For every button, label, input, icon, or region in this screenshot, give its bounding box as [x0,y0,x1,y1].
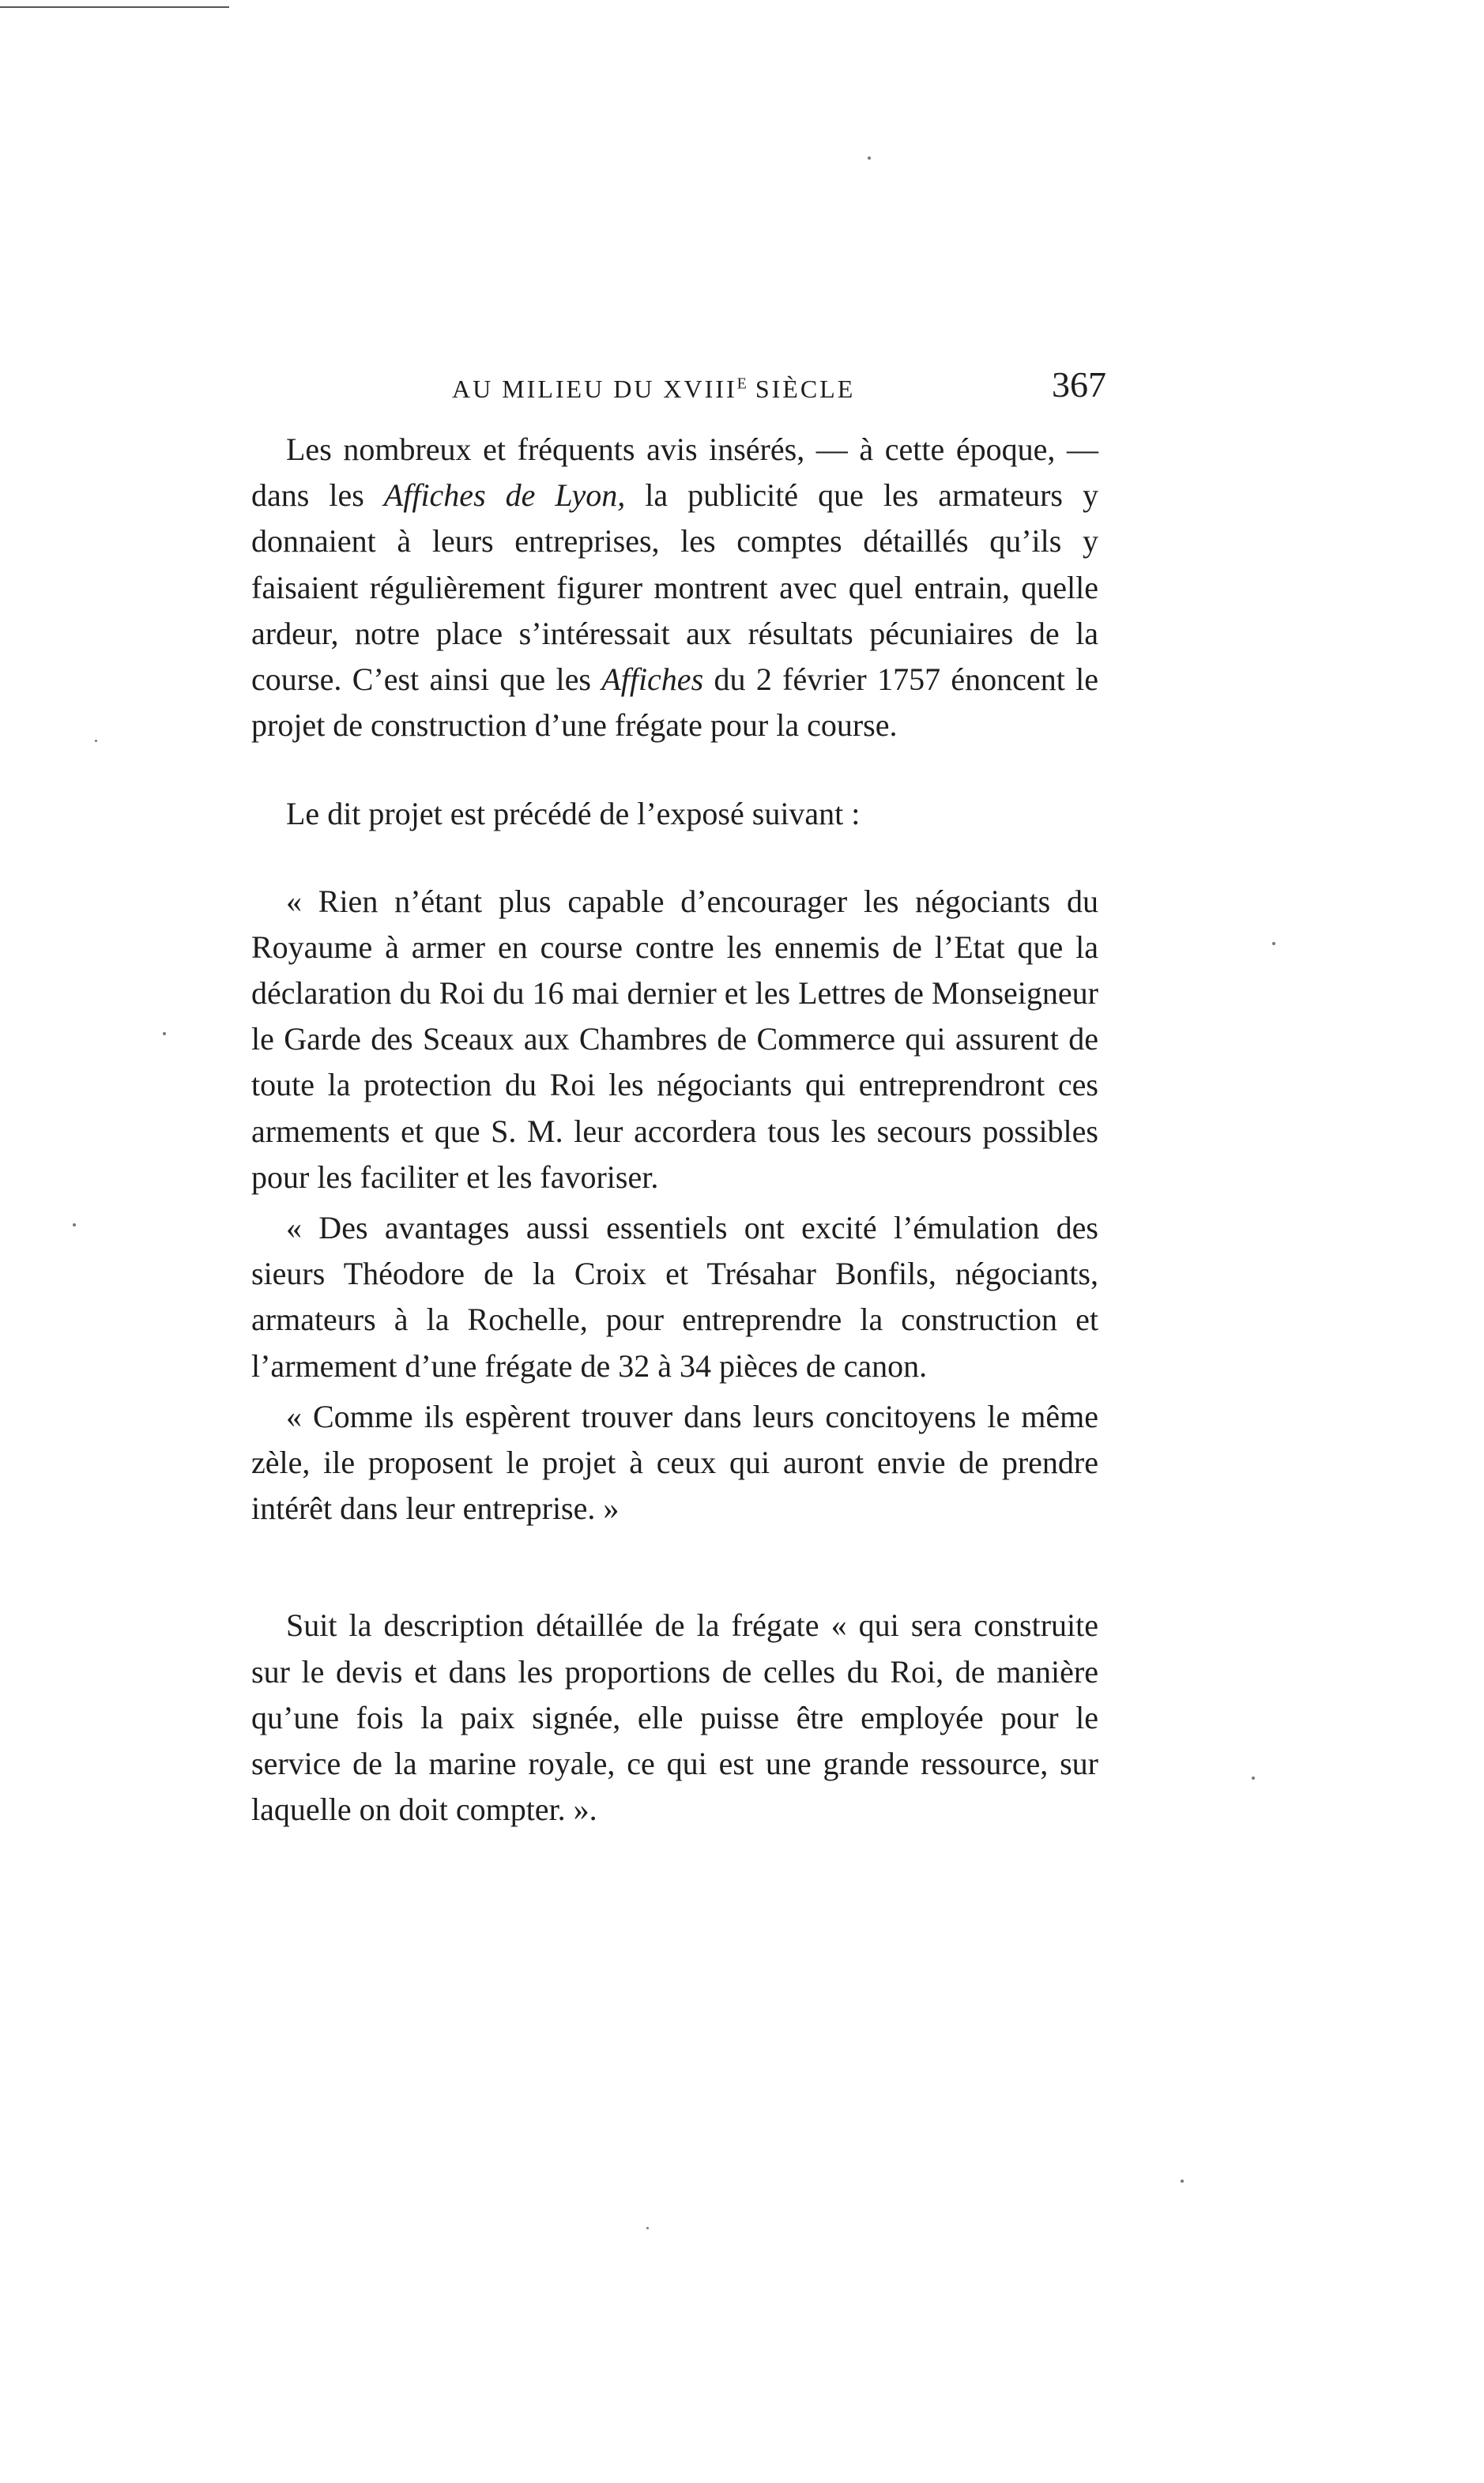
paragraph-intro: Les nombreux et fréquents avis insérés, — à cette époque, — dans les Affiches de Lyon, la publicité que les armateurs y donnaient à leurs entreprises, les comptes détaillés qu’ils y faisaient régulièrement figurer montrent avec quel entrain, quelle ardeur, notre place s’intéressait aux résultats pécuniaires de la course. C’est ainsi que les Affiches du 2 février 1757 énoncent le projet de construction d’une frégate pour la course. [251,431,1099,744]
scan-speck [163,1032,166,1035]
scan-speck [646,2227,649,2229]
italic-title-affiches: Affiches [601,661,704,698]
scan-speck [95,740,97,742]
scan-speck [73,1223,76,1226]
scan-speck [1181,2180,1184,2183]
body-text [251,427,1098,1833]
paragraph-description: Suit la description détaillée de la frégate « qui sera construite sur le devis et dans les proportions de celles du Roi, de manière qu’une fois la paix signée, elle puisse être employée pour le service de la marine royale, ce qui est une grande ressource, sur laquelle on doit compter. ». [251,1607,1098,1828]
page-header [443,360,1106,408]
top-rule [0,6,229,8]
running-head: AU MILIEU DU $XVIII^E$ SIÈCLE [452,375,856,403]
century-superscript: E [736,375,747,393]
scan-speck [868,156,871,160]
quote-paragraph-2: « Des avantages aussi essentiels ont excité l’émulation des sieurs Théodore de la Croix et Trésahar Bonfils, négociants, armateurs à la Rochelle, pour entreprendre la construction et l’armement d’une frégate de 32 à 34 pièces de canon. [251,1210,1098,1384]
quote-paragraph-1: « Rien n’étant plus capable d’encourager les négociants du Royaume à armer en course contre les ennemis de l’Etat que la déclaration du Roi du 16 mai dernier et les Lettres de Monseigneur le Garde des Sceaux aux Chambres de Commerce qui assurent de toute la protection du Roi les négociants qui entreprendront ces armements et que S. M. leur accordera tous les secours possibles pour les faciliter et les favoriser. [251,883,1098,1195]
quote-paragraph-3: « Comme ils espèrent trouver dans leurs concitoyens le même zèle, ile proposent le projet à ceux qui auront envie de prendre intérêt dans leur entreprise. » [251,1398,1098,1527]
italic-title-affiches-de-lyon: Affiches de Lyon, [383,477,626,514]
page-number: 367 [1052,364,1106,405]
scan-speck [1272,942,1275,945]
scan-speck [1252,1777,1255,1780]
paragraph-expose: Le dit projet est précédé de l’exposé suivant : [286,796,861,832]
